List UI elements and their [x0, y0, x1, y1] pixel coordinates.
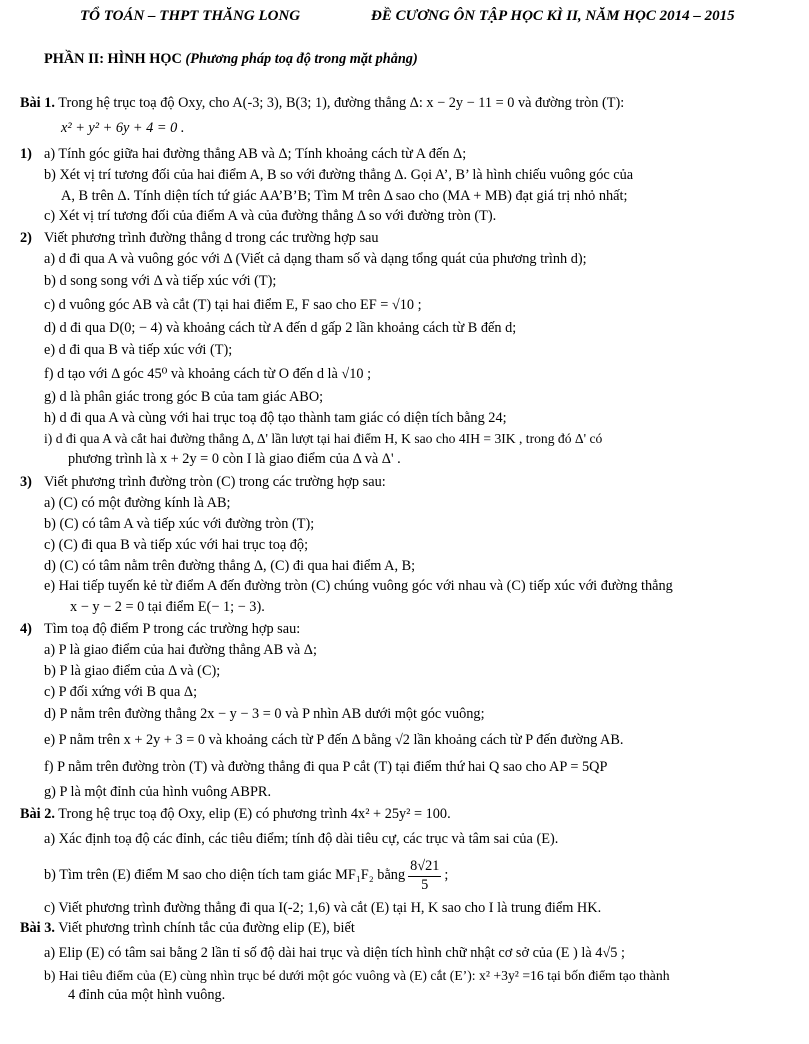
- area-fraction: [408, 858, 441, 895]
- q4-title: Tìm toạ độ điểm P trong các trường hợp sau:: [44, 621, 301, 637]
- q1-item-b-line2: A, B trên Δ. Tính diện tích tứ giác AA’B’B; Tìm M trên Δ sao cho (MA + MB) đạt giá trị nhỏ nhất;: [61, 188, 628, 204]
- part-label: PHẦN II: HÌNH HỌC: [44, 51, 182, 67]
- q4-number: 4): [20, 621, 32, 637]
- q4-item-c: c) P đối xứng với B qua Δ;: [44, 684, 198, 700]
- q3-item-b: b) (C) có tâm A và tiếp xúc với đường tròn (T);: [44, 516, 315, 532]
- q3-item-a: a) (C) có một đường kính là AB;: [44, 495, 231, 511]
- q2-item-c: c) d vuông góc AB và cắt (T) tại hai điểm E, F sao cho EF = √10 ;: [44, 297, 422, 313]
- bai3-label: Bài 3.: [20, 920, 55, 936]
- bai2-text: Trong hệ trục toạ độ Oxy, elip (E) có phương trình 4x² + 25y² = 100.: [58, 806, 451, 822]
- bai3-item-a: a) Elip (E) có tâm sai bằng 2 lần tỉ số độ dài hai trục và diện tích hình chữ nhật cơ sở của (E ) là 4√5 ;: [44, 945, 625, 961]
- q2-number: 2): [20, 230, 32, 246]
- q2-item-f: f) d tạo với Δ góc 45⁰ và khoảng cách từ O đến d là √10 ;: [44, 366, 372, 382]
- q3-item-e-line1: e) Hai tiếp tuyến kẻ từ điểm A đến đường tròn (C) chúng vuông góc với nhau và (C) tiếp xúc với đường thẳng: [44, 578, 673, 594]
- bai2-item-b-text: b) Tìm trên (E) điểm M sao cho diện tích tam giác MF₁F₂ bằng: [44, 867, 406, 884]
- bai2-label: Bài 2.: [20, 806, 55, 822]
- q4-item-g: g) P là một đỉnh của hình vuông ABPR.: [44, 784, 272, 800]
- q4-item-f: f) P nằm trên đường tròn (T) và đường thẳng đi qua P cắt (T) tại điểm thứ hai Q sao cho AP = 5QP: [44, 759, 608, 775]
- q3-number: 3): [20, 474, 32, 490]
- q2-item-i-line1: i) d đi qua A và cắt hai đường thẳng Δ, Δ' lần lượt tại hai điểm H, K sao cho 4IH = 3IK , trong đó Δ' có: [44, 431, 603, 446]
- q3-item-d: d) (C) có tâm nằm trên đường thẳng Δ, (C) đi qua hai điểm A, B;: [44, 558, 416, 574]
- q1-item-c: c) Xét vị trí tương đối của điểm A và của đường thẳng Δ so với đường tròn (T).: [44, 208, 497, 224]
- q3-title: Viết phương trình đường tròn (C) trong các trường hợp sau:: [44, 474, 386, 490]
- q4-item-a: a) P là giao điểm của hai đường thẳng AB và Δ;: [44, 642, 317, 658]
- bai3-item-b-line1: b) Hai tiêu điểm của (E) cùng nhìn trục bé dưới một góc vuông và (E) cắt (E’): x² +3y² =16 tại bốn điểm tạo thành: [44, 968, 670, 983]
- q1-number: 1): [20, 146, 32, 162]
- bai2-item-a: a) Xác định toạ độ các đỉnh, các tiêu điểm; tính độ dài tiêu cự, các trục và tâm sai của (E).: [44, 831, 559, 847]
- q2-title: Viết phương trình đường thẳng d trong các trường hợp sau: [44, 230, 379, 246]
- part-subtitle: (Phương pháp toạ độ trong mặt phẳng): [185, 51, 418, 67]
- q2-item-a: a) d đi qua A và vuông góc với Δ (Viết cả dạng tham số và dạng tổng quát của phương trình d);: [44, 251, 587, 267]
- bai2-item-c: c) Viết phương trình đường thẳng đi qua I(-2; 1,6) và cắt (E) tại H, K sao cho I là trung điểm HK.: [44, 900, 602, 916]
- q3-item-e-line2: x − y − 2 = 0 tại điểm E(− 1; − 3).: [70, 599, 265, 615]
- q2-item-i-line2: phương trình là x + 2y = 0 còn I là giao điểm của Δ và Δ' .: [68, 451, 401, 467]
- header-title: ĐỀ CƯƠNG ÔN TẬP HỌC KÌ II, NĂM HỌC 2014 – 2015: [371, 8, 735, 24]
- q1-item-a: a) Tính góc giữa hai đường thẳng AB và Δ; Tính khoảng cách từ A đến Δ;: [44, 146, 467, 162]
- bai3-text: Viết phương trình chính tắc của đường elip (E), biết: [58, 920, 355, 936]
- q3-item-c: c) (C) đi qua B và tiếp xúc với hai trục toạ độ;: [44, 537, 309, 553]
- fraction-denominator: 5: [421, 876, 429, 893]
- header-school: TỔ TOÁN – THPT THĂNG LONG: [80, 8, 301, 24]
- q2-item-e: e) d đi qua B và tiếp xúc với (T);: [44, 342, 233, 358]
- q4-item-e: e) P nằm trên x + 2y + 3 = 0 và khoảng cách từ P đến Δ bằng √2 lần khoảng cách từ P đến đường AB.: [44, 732, 624, 748]
- bai3-item-b-line2: 4 đỉnh của một hình vuông.: [68, 987, 226, 1003]
- bai1-text: Trong hệ trục toạ độ Oxy, cho A(-3; 3), B(3; 1), đường thẳng Δ: x − 2y − 11 = 0 và đường tròn (T):: [58, 95, 625, 111]
- fraction-numerator: 8√21: [408, 858, 441, 877]
- bai1-intro: [20, 95, 624, 113]
- bai3-intro: [20, 920, 355, 938]
- q2-item-b: b) d song song với Δ và tiếp xúc với (T);: [44, 273, 277, 289]
- q2-item-h: h) d đi qua A và cùng với hai trục toạ độ tạo thành tam giác có diện tích bằng 24;: [44, 410, 507, 426]
- q1-item-b-line1: b) Xét vị trí tương đối của hai điểm A, B so với đường thẳng Δ. Gọi A’, B’ là hình chiếu vuông góc của: [44, 167, 634, 183]
- q2-item-d: d) d đi qua D(0; − 4) và khoảng cách từ A đến d gấp 2 lần khoảng cách từ B đến d;: [44, 320, 517, 336]
- bai1-label: Bài 1.: [20, 95, 55, 111]
- q4-item-b: b) P là giao điểm của Δ và (C);: [44, 663, 221, 679]
- bai2-item-b-end: ;: [444, 867, 449, 884]
- q2-item-g: g) d là phân giác trong góc B của tam giác ABO;: [44, 389, 324, 405]
- q4-item-d: d) P nằm trên đường thẳng 2x − y − 3 = 0 và P nhìn AB dưới một góc vuông;: [44, 706, 485, 722]
- bai2-item-b: [44, 856, 448, 896]
- bai1-circle-equation: x² + y² + 6y + 4 = 0 .: [61, 120, 185, 136]
- part-heading: [44, 51, 418, 69]
- bai2-intro: [20, 806, 451, 824]
